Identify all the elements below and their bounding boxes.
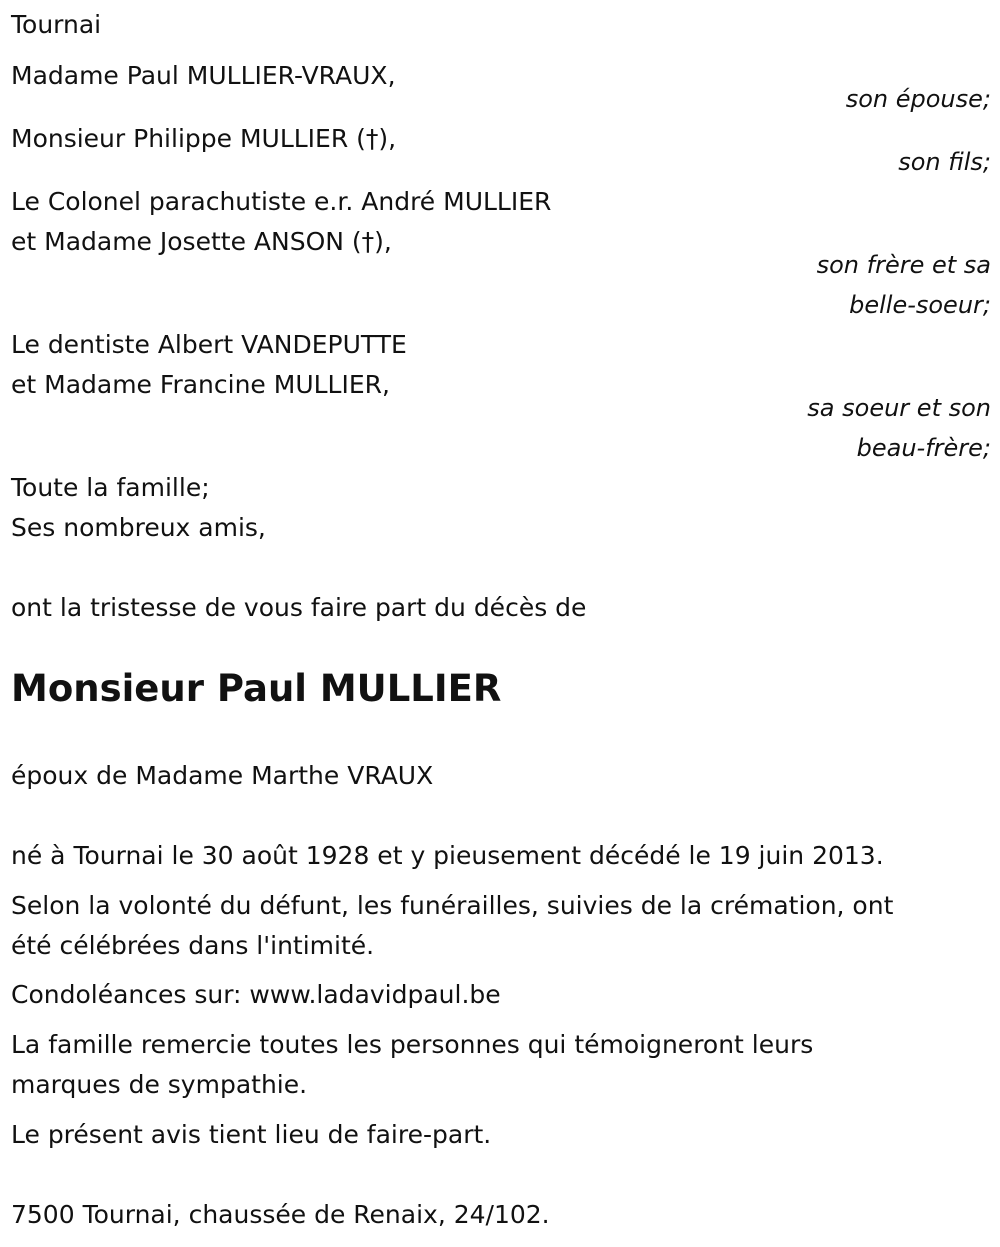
spouse-line: époux de Madame Marthe VRAUX — [11, 761, 434, 790]
family-member-son: Monsieur Philippe MULLIER (†), — [11, 124, 397, 153]
thanks-line-1: La famille remercie toutes les personnes qui témoigneront leurs — [11, 1030, 814, 1059]
family-member-wife: Madame Paul MULLIER-VRAUX, — [11, 61, 396, 90]
family-member-sister-in-law: et Madame Josette ANSON (†), — [11, 227, 392, 256]
condolences-line: Condoléances sur: www.ladavidpaul.be — [11, 980, 501, 1009]
relation-sister-line1: sa soeur et son — [807, 394, 991, 422]
relation-brother-line1: son frère et sa — [816, 251, 991, 279]
obituary-notice — [11, 0, 991, 1247]
family-member-brother-in-law: Le dentiste Albert VANDEPUTTE — [11, 330, 407, 359]
thanks-line-2: marques de sympathie. — [11, 1070, 308, 1099]
relation-son: son fils; — [898, 148, 991, 176]
deceased-name: Monsieur Paul MULLIER — [11, 667, 502, 710]
friends: Ses nombreux amis, — [11, 513, 266, 542]
family-member-sister: et Madame Francine MULLIER, — [11, 370, 390, 399]
funeral-line-2: été célébrées dans l'intimité. — [11, 931, 375, 960]
funeral-line-1: Selon la volonté du défunt, les funérailles, suivies de la crémation, ont — [11, 891, 894, 920]
birth-death-line: né à Tournai le 30 août 1928 et y pieusement décédé le 19 juin 2013. — [11, 841, 884, 870]
relation-wife: son épouse; — [845, 85, 991, 113]
relation-brother-line2: belle-soeur; — [849, 291, 991, 319]
city-heading: Tournai — [11, 10, 102, 39]
announcement-text: ont la tristesse de vous faire part du décès de — [11, 593, 587, 622]
relation-sister-line2: beau-frère; — [856, 434, 991, 462]
family-member-brother: Le Colonel parachutiste e.r. André MULLIER — [11, 187, 552, 216]
notice-note: Le présent avis tient lieu de faire-part. — [11, 1120, 492, 1149]
address-line: 7500 Tournai, chaussée de Renaix, 24/102. — [11, 1200, 550, 1229]
whole-family: Toute la famille; — [11, 473, 210, 502]
